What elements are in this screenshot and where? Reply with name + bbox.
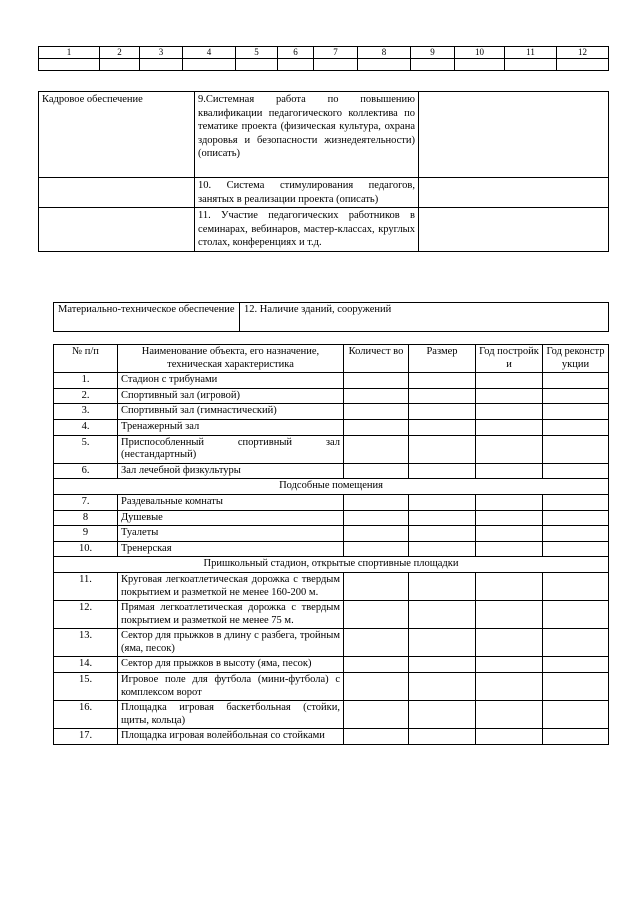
table-row: 11. Круговая легкоатлетическая дорожка с твердым покрытием и разметкой не менее 160-200 м. [54,572,609,600]
col-num: 11 [505,47,557,59]
table-row: 1. Стадион с трибунами [54,373,609,389]
staffing-item-10: 10. Система стимулирования педагогов, занятых в реализации проекта (описать) [195,178,419,208]
objects-header-row [54,345,609,373]
col-num: 1 [39,47,100,59]
table-row: 9 Туалеты [54,526,609,542]
table-row: 15. Игровое поле для футбола (мини-футбола) с комплексом ворот [54,673,609,701]
table-row: 17. Площадка игровая волейбольная со стойками [54,729,609,745]
col-num: 6 [278,47,314,59]
table-row: 4. Тренажерный зал [54,419,609,435]
col-num: 8 [358,47,411,59]
col-num: 4 [183,47,236,59]
section-row [54,479,609,495]
table-row: 13. Сектор для прыжков в длину с разбега, тройным (яма, песок) [54,629,609,657]
table-row: 3. Спортивный зал (гимнастический) [54,404,609,420]
col-num: 9 [411,47,455,59]
empty-row [39,59,609,71]
header-num: № п/п [54,345,118,373]
column-number-table [38,46,609,71]
col-num: 12 [557,47,609,59]
col-num: 7 [314,47,358,59]
col-num: 2 [100,47,140,59]
col-num: 5 [236,47,278,59]
staffing-item-11: 11. Участие педагогических работников в семинарах, вебинаров, мастер-классах, круглых столах, конференциях и т.д. [195,208,419,252]
section-row [54,557,609,573]
section-auxiliary-rooms: Подсобные помещения [54,479,609,495]
table-row: 6. Зал лечебной физкультуры [54,463,609,479]
header-name: Наименование объекта, его назначение, техническая характеристика [118,345,344,373]
table-row: 5. Приспособленный спортивный зал (нестандартный) [54,435,609,463]
table-row: 8 Душевые [54,510,609,526]
col-num: 3 [140,47,183,59]
header-year-rebuilt: Год реконстр укции [543,345,609,373]
staffing-item-9: 9.Системная работа по повышению квалификации педагогического коллектива по тематике проекта (физическая культура, охрана здоровья и безопасности жизнедеятельности) (описать) [195,92,419,178]
table-row: 2. Спортивный зал (игровой) [54,388,609,404]
objects-table [53,344,609,745]
table-row: 12. Прямая легкоатлетическая дорожка с твердым покрытием и разметкой не менее 75 м. [54,601,609,629]
section-outdoor-stadium: Пришкольный стадион, открытые спортивные площадки [54,557,609,573]
col-num: 10 [455,47,505,59]
table-row: 7. Раздевальные комнаты [54,494,609,510]
table-row: 16. Площадка игровая баскетбольная (стойки, щиты, кольца) [54,701,609,729]
staffing-table [38,91,609,252]
header-count: Количест во [344,345,409,373]
table-row: 10. Тренерская [54,541,609,557]
header-size: Размер [409,345,476,373]
header-year-built: Год постройк и [476,345,543,373]
material-item-12: 12. Наличие зданий, сооружений [240,303,609,332]
column-number-row [39,47,609,59]
staffing-label: Кадровое обеспечение [39,92,195,178]
material-table [53,302,609,332]
material-label: Материально-техническое обеспечение [54,303,240,332]
table-row: 14. Сектор для прыжков в высоту (яма, песок) [54,657,609,673]
